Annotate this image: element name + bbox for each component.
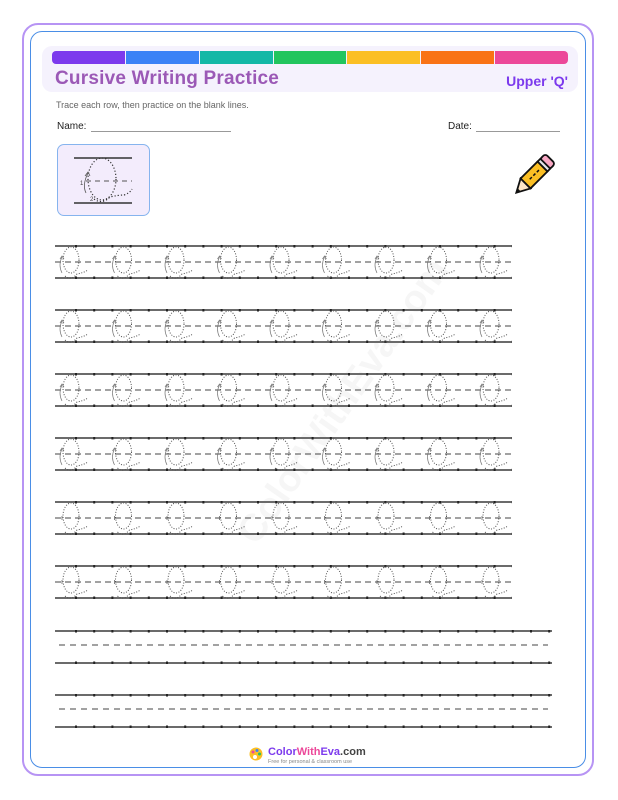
pencil-icon — [507, 148, 561, 202]
stripe-teal — [200, 51, 273, 64]
practice-row-1[interactable] — [55, 630, 552, 664]
practice-lines-icon — [55, 694, 552, 728]
instructions-text: Trace each row, then practice on the blank lines. — [56, 100, 249, 110]
trace-row-1[interactable] — [55, 245, 512, 279]
trace-row-3[interactable] — [55, 373, 512, 407]
color-stripe-bar — [52, 51, 568, 64]
stripe-blue — [126, 51, 199, 64]
trace-row-letters-icon — [55, 373, 512, 407]
brand-name: ColorWithEva.com — [268, 746, 366, 758]
name-label: Name: — [57, 121, 87, 132]
watermark: ColorWithEva.com — [229, 250, 458, 552]
trace-row-letters-icon — [55, 437, 512, 471]
page-title: Cursive Writing Practice — [55, 68, 280, 89]
stripe-pink — [495, 51, 568, 64]
brand-tagline: Free for personal & classroom use — [268, 759, 353, 765]
trace-row-letters-icon — [55, 565, 512, 599]
stroke-guide-icon — [58, 145, 151, 217]
trace-row-letters-icon — [55, 245, 512, 279]
letter-stroke-guide — [57, 144, 150, 216]
letter-tag: Upper 'Q' — [506, 73, 568, 89]
palette-logo-icon — [248, 746, 264, 762]
worksheet-header — [42, 46, 578, 92]
trace-row-letters-icon — [55, 309, 512, 343]
trace-row-letters-icon — [55, 501, 512, 535]
stripe-green — [274, 51, 347, 64]
stripe-purple — [52, 51, 125, 64]
trace-row-4[interactable] — [55, 437, 512, 471]
svg-text:1: 1 — [80, 181, 84, 187]
name-field[interactable] — [91, 131, 231, 132]
date-label: Date: — [448, 121, 472, 132]
stripe-yellow — [347, 51, 420, 64]
trace-row-2[interactable] — [55, 309, 512, 343]
trace-row-6[interactable] — [55, 565, 512, 599]
trace-row-5[interactable] — [55, 501, 512, 535]
svg-text:2: 2 — [90, 197, 94, 203]
date-field[interactable] — [476, 131, 560, 132]
practice-lines-icon — [55, 630, 552, 664]
stripe-orange — [421, 51, 494, 64]
practice-row-2[interactable] — [55, 694, 552, 728]
